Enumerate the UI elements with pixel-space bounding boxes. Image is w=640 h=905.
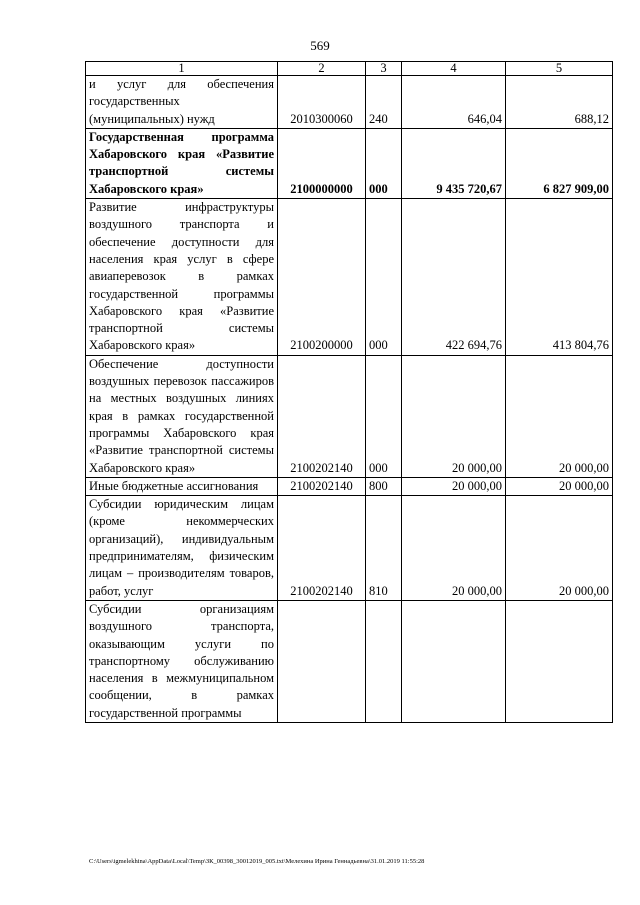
row-value-col5: 413 804,76 [506, 199, 613, 356]
column-header: 3 [366, 62, 402, 76]
row-value-col5: 688,12 [506, 76, 613, 129]
row-name: и услуг для обеспечения государственных (муниципальных) нужд [86, 76, 278, 129]
row-type: 000 [366, 128, 402, 198]
row-name: Государственная программа Хабаровского края «Развитие транспортной системы Хабаровского края» [86, 128, 278, 198]
row-type: 000 [366, 355, 402, 477]
table-row [86, 76, 613, 129]
row-value-col5: 20 000,00 [506, 355, 613, 477]
row-value-col5: 6 827 909,00 [506, 128, 613, 198]
row-value-col5 [506, 600, 613, 722]
row-value-col4: 646,04 [402, 76, 506, 129]
row-code [278, 600, 366, 722]
row-code: 2010300060 [278, 76, 366, 129]
row-name: Субсидии организациям воздушного транспорта, оказывающим услуги по транспортному обслуживанию населения в межмуниципальном сообщении, в рамках государственной программы [86, 600, 278, 722]
table-row [86, 496, 613, 601]
table-row [86, 355, 613, 477]
page-number: 569 [310, 38, 330, 53]
row-code: 2100202140 [278, 477, 366, 495]
row-type: 810 [366, 496, 402, 601]
row-type [366, 600, 402, 722]
table-row [86, 199, 613, 356]
row-code: 2100200000 [278, 199, 366, 356]
row-code: 2100202140 [278, 496, 366, 601]
column-header: 4 [402, 62, 506, 76]
row-value-col4: 9 435 720,67 [402, 128, 506, 198]
row-type: 000 [366, 199, 402, 356]
row-value-col4: 422 694,76 [402, 199, 506, 356]
row-value-col4: 20 000,00 [402, 355, 506, 477]
row-code: 2100202140 [278, 355, 366, 477]
column-header: 1 [86, 62, 278, 76]
row-type: 800 [366, 477, 402, 495]
row-name: Иные бюджетные ассигнования [86, 477, 278, 495]
row-type: 240 [366, 76, 402, 129]
table-row [86, 600, 613, 722]
table-header-row [86, 62, 613, 76]
row-name: Обеспечение доступности воздушных перевозок пассажиров на местных воздушных линиях края в рамках государственной программы Хабаровского края «Развитие транспортной системы Хабаровского края» [86, 355, 278, 477]
row-value-col4: 20 000,00 [402, 496, 506, 601]
row-value-col5: 20 000,00 [506, 496, 613, 601]
table-row [86, 477, 613, 495]
row-value-col4: 20 000,00 [402, 477, 506, 495]
budget-table [85, 61, 613, 723]
row-name: Развитие инфраструктуры воздушного транспорта и обеспечение доступности для населения края услуг в сфере авиаперевозок в рамках государственной программы Хабаровского края «Развитие транспортной системы Хабаровского края» [86, 199, 278, 356]
file-path-footer: C:\Users\igmelekhina\AppData\Local\Temp\ЗК_00398_30012019_005.txt\Мелехина Ирина Геннадьевна\31.01.2019 11:55:28 [89, 858, 425, 865]
column-header: 5 [506, 62, 613, 76]
row-value-col5: 20 000,00 [506, 477, 613, 495]
column-header: 2 [278, 62, 366, 76]
row-name: Субсидии юридическим лицам (кроме некоммерческих организаций), индивидуальным предпринимателям, физическим лицам – производителям товаров, работ, услуг [86, 496, 278, 601]
row-code: 2100000000 [278, 128, 366, 198]
table-row [86, 128, 613, 198]
row-value-col4 [402, 600, 506, 722]
